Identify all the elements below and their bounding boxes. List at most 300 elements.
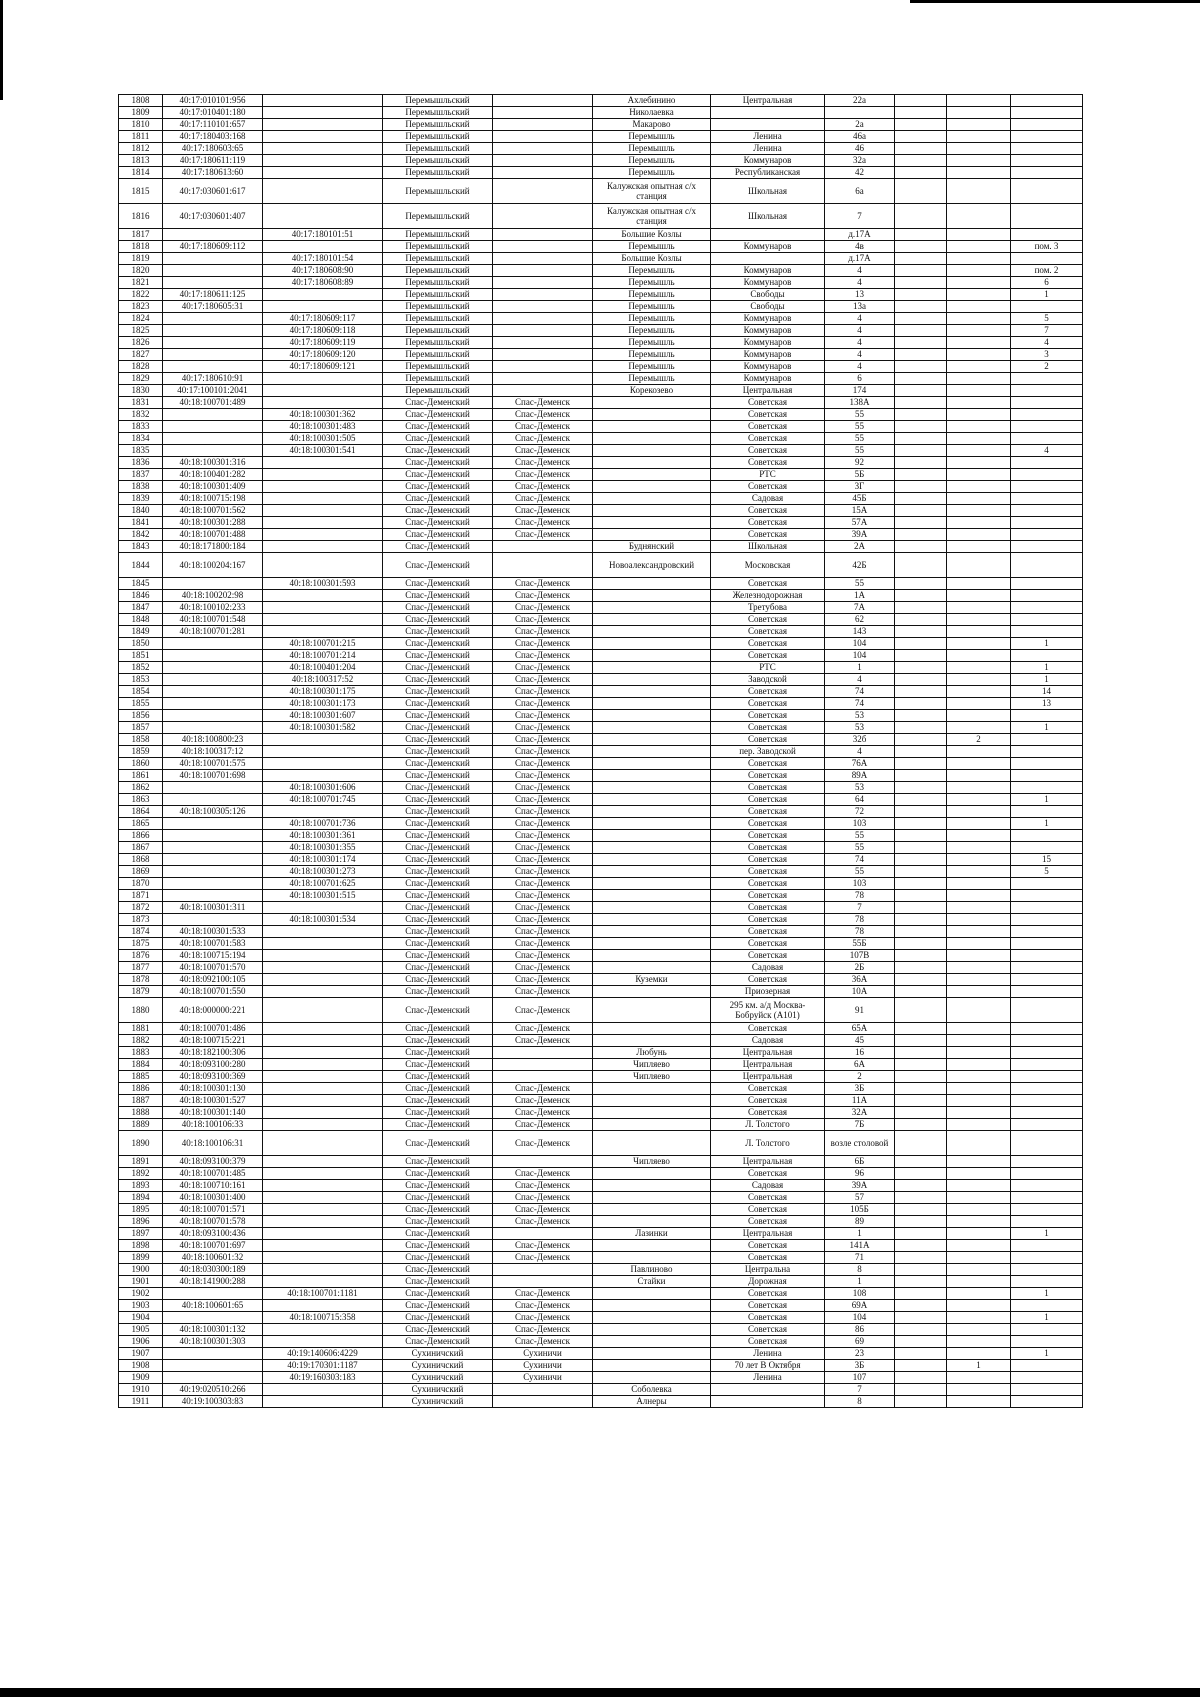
extra-col-a [895,998,947,1023]
extra-col-a [895,204,947,229]
cadastral-number-building: 40:18:100301:515 [263,890,383,902]
extra-col-a [895,1396,947,1408]
street: Советская [711,914,825,926]
extra-col-a [895,614,947,626]
town: Спас-Деменск [493,1252,593,1264]
extra-col-b [947,794,1011,806]
table-row [119,998,1083,1023]
district: Спас-Деменский [383,1276,493,1288]
cadastral-number-building [263,1324,383,1336]
cadastral-number-building [263,143,383,155]
town: Спас-Деменск [493,1192,593,1204]
extra-col-b [947,1252,1011,1264]
house-number: 4 [825,277,895,289]
town [493,265,593,277]
extra-col-b [947,1276,1011,1288]
street: Советская [711,722,825,734]
extra-col-b [947,1156,1011,1168]
extra-col-b [947,265,1011,277]
house-number: 76А [825,758,895,770]
extra-col-c [1011,1324,1083,1336]
cadastral-number-building: 40:18:100701:625 [263,878,383,890]
cadastral-number-building: 40:18:100301:582 [263,722,383,734]
district: Спас-Деменский [383,818,493,830]
settlement [593,517,711,529]
settlement [593,638,711,650]
cadastral-number-building [263,155,383,167]
table-row [119,746,1083,758]
extra-col-a [895,1276,947,1288]
extra-col-c [1011,1192,1083,1204]
district: Спас-Деменский [383,746,493,758]
extra-col-a [895,590,947,602]
settlement: Николаевка [593,107,711,119]
street: Центральная [711,1059,825,1071]
cadastral-number-land: 40:18:100202:98 [163,590,263,602]
row-number: 1890 [119,1131,163,1156]
house-number: 6а [825,179,895,204]
extra-col-a [895,1119,947,1131]
district: Спас-Деменский [383,590,493,602]
table-row [119,241,1083,253]
district: Спас-Деменский [383,866,493,878]
cadastral-number-building [263,1384,383,1396]
cadastral-number-land: 40:18:100701:281 [163,626,263,638]
table-row [119,493,1083,505]
extra-col-c [1011,541,1083,553]
extra-col-a [895,349,947,361]
cadastral-number-building [263,938,383,950]
table-row [119,277,1083,289]
extra-col-c [1011,493,1083,505]
settlement [593,746,711,758]
street: Советская [711,866,825,878]
district: Сухиничский [383,1372,493,1384]
extra-col-a [895,1348,947,1360]
extra-col-c: 1 [1011,1288,1083,1300]
district: Перемышльский [383,337,493,349]
cadastral-number-building [263,385,383,397]
district: Спас-Деменский [383,1312,493,1324]
street: Советская [711,1083,825,1095]
extra-col-b [947,301,1011,313]
street [711,119,825,131]
town: Спас-Деменск [493,505,593,517]
settlement [593,469,711,481]
town [493,1071,593,1083]
row-number: 1834 [119,433,163,445]
extra-col-b [947,517,1011,529]
row-number: 1902 [119,1288,163,1300]
district: Спас-Деменский [383,674,493,686]
town [493,107,593,119]
district: Перемышльский [383,349,493,361]
street: Центральна [711,1264,825,1276]
settlement: Чипляево [593,1156,711,1168]
cadastral-number-land: 40:18:100102:233 [163,602,263,614]
row-number: 1838 [119,481,163,493]
extra-col-b [947,1384,1011,1396]
row-number: 1860 [119,758,163,770]
street: Советская [711,818,825,830]
settlement [593,950,711,962]
district: Спас-Деменский [383,710,493,722]
town: Спас-Деменск [493,974,593,986]
house-number: 7 [825,1384,895,1396]
table-row [119,505,1083,517]
row-number: 1820 [119,265,163,277]
town [493,229,593,241]
town: Спас-Деменск [493,1119,593,1131]
cadastral-number-building: 40:17:180609:120 [263,349,383,361]
street: Советская [711,1192,825,1204]
street: Школьная [711,179,825,204]
extra-col-c: 6 [1011,277,1083,289]
extra-col-a [895,902,947,914]
extra-col-c [1011,770,1083,782]
town [493,361,593,373]
extra-col-b [947,1023,1011,1035]
house-number: возле столовой [825,1131,895,1156]
scan-edge-bottom [0,1688,1200,1697]
extra-col-a [895,541,947,553]
cadastral-number-building [263,1192,383,1204]
cadastral-number-land: 40:18:100701:570 [163,962,263,974]
house-number: 53 [825,722,895,734]
settlement: Корекозево [593,385,711,397]
table-row [119,914,1083,926]
extra-col-c [1011,505,1083,517]
extra-col-b [947,1071,1011,1083]
town: Спас-Деменск [493,662,593,674]
extra-col-b [947,626,1011,638]
extra-col-c [1011,1168,1083,1180]
extra-col-a [895,517,947,529]
settlement [593,505,711,517]
extra-col-c [1011,433,1083,445]
extra-col-a [895,890,947,902]
extra-col-a [895,1059,947,1071]
district: Спас-Деменский [383,1324,493,1336]
district: Перемышльский [383,131,493,143]
settlement [593,1216,711,1228]
extra-col-c: 14 [1011,686,1083,698]
row-number: 1833 [119,421,163,433]
extra-col-c [1011,1035,1083,1047]
table-row [119,626,1083,638]
street: Советская [711,433,825,445]
extra-col-a [895,131,947,143]
town: Спас-Деменск [493,890,593,902]
extra-col-c [1011,1083,1083,1095]
table-row [119,313,1083,325]
cadastral-number-building: 40:17:180609:121 [263,361,383,373]
cadastral-number-building: 40:18:100301:541 [263,445,383,457]
extra-col-b [947,409,1011,421]
extra-col-c [1011,1204,1083,1216]
row-number: 1853 [119,674,163,686]
extra-col-b [947,590,1011,602]
row-number: 1872 [119,902,163,914]
cadastral-number-building [263,119,383,131]
town: Спас-Деменск [493,1131,593,1156]
extra-col-a [895,710,947,722]
extra-col-a [895,337,947,349]
town: Спас-Деменск [493,722,593,734]
house-number: 108 [825,1288,895,1300]
cadastral-number-building [263,1168,383,1180]
table-row [119,179,1083,204]
cadastral-number-building [263,397,383,409]
row-number: 1813 [119,155,163,167]
district: Перемышльский [383,385,493,397]
house-number: 16 [825,1047,895,1059]
row-number: 1887 [119,1095,163,1107]
extra-col-c [1011,143,1083,155]
extra-col-c [1011,734,1083,746]
table-row [119,155,1083,167]
settlement [593,397,711,409]
extra-col-a [895,1360,947,1372]
cadastral-number-building [263,481,383,493]
table-row [119,1372,1083,1384]
table-row [119,1035,1083,1047]
extra-col-c: 1 [1011,1312,1083,1324]
row-number: 1852 [119,662,163,674]
extra-col-c: 3 [1011,349,1083,361]
table-row [119,1300,1083,1312]
extra-col-c [1011,626,1083,638]
settlement [593,421,711,433]
extra-col-c [1011,1252,1083,1264]
street: Советская [711,1216,825,1228]
settlement [593,686,711,698]
row-number: 1898 [119,1240,163,1252]
settlement [593,986,711,998]
extra-col-a [895,1384,947,1396]
settlement [593,902,711,914]
extra-col-a [895,505,947,517]
cadastral-number-land: 40:17:180611:119 [163,155,263,167]
cadastral-number-building [263,541,383,553]
house-number: 55Б [825,938,895,950]
cadastral-number-land: 40:19:100303:83 [163,1396,263,1408]
settlement [593,1192,711,1204]
settlement [593,662,711,674]
house-number: 2а [825,119,895,131]
settlement [593,433,711,445]
house-number: 7 [825,902,895,914]
house-number: 92 [825,457,895,469]
settlement [593,1035,711,1047]
town: Спас-Деменск [493,842,593,854]
registry-table [118,94,1083,1408]
extra-col-c [1011,204,1083,229]
extra-col-b [947,938,1011,950]
house-number: 71 [825,1252,895,1264]
house-number: 2 [825,1071,895,1083]
row-number: 1904 [119,1312,163,1324]
settlement: Перемышль [593,155,711,167]
district: Спас-Деменский [383,842,493,854]
town: Спас-Деменск [493,493,593,505]
table-row [119,1312,1083,1324]
extra-col-c [1011,373,1083,385]
extra-col-a [895,1228,947,1240]
extra-col-a [895,1107,947,1119]
row-number: 1830 [119,385,163,397]
extra-col-a [895,722,947,734]
town: Спас-Деменск [493,638,593,650]
settlement [593,698,711,710]
table-row [119,253,1083,265]
extra-col-b [947,541,1011,553]
extra-col-c: 13 [1011,698,1083,710]
street: Советская [711,770,825,782]
cadastral-number-building: 40:18:100301:483 [263,421,383,433]
cadastral-number-building [263,902,383,914]
street: Коммунаров [711,265,825,277]
district: Спас-Деменский [383,1300,493,1312]
house-number: 57А [825,517,895,529]
district: Перемышльский [383,301,493,313]
table-row [119,397,1083,409]
table-row [119,289,1083,301]
cadastral-number-building [263,746,383,758]
cadastral-number-land: 40:18:000000:221 [163,998,263,1023]
cadastral-number-building: 40:18:100301:273 [263,866,383,878]
district: Спас-Деменский [383,782,493,794]
district: Перемышльский [383,373,493,385]
cadastral-number-land: 40:17:180611:125 [163,289,263,301]
district: Спас-Деменский [383,1119,493,1131]
extra-col-b [947,1180,1011,1192]
district: Спас-Деменский [383,854,493,866]
settlement [593,734,711,746]
cadastral-number-building: 40:18:100715:358 [263,1312,383,1324]
house-number: 4 [825,313,895,325]
town [493,325,593,337]
table-row [119,806,1083,818]
cadastral-number-land: 40:18:100701:550 [163,986,263,998]
town: Спас-Деменск [493,578,593,590]
settlement [593,878,711,890]
extra-col-a [895,1324,947,1336]
district: Спас-Деменский [383,962,493,974]
town [493,301,593,313]
row-number: 1884 [119,1059,163,1071]
settlement [593,830,711,842]
cadastral-number-building [263,974,383,986]
scan-edge-top [910,0,1200,3]
table-row [119,1396,1083,1408]
extra-col-c [1011,1276,1083,1288]
row-number: 1832 [119,409,163,421]
row-number: 1894 [119,1192,163,1204]
table-row [119,1168,1083,1180]
cadastral-number-land: 40:18:100701:486 [163,1023,263,1035]
extra-col-a [895,529,947,541]
cadastral-number-building [263,301,383,313]
district: Перемышльский [383,229,493,241]
cadastral-number-building [263,590,383,602]
cadastral-number-building [263,1059,383,1071]
town [493,349,593,361]
town: Сухиничи [493,1372,593,1384]
table-row [119,204,1083,229]
settlement: Перемышль [593,337,711,349]
table-row [119,782,1083,794]
town: Спас-Деменск [493,698,593,710]
extra-col-b [947,119,1011,131]
house-number: 74 [825,686,895,698]
street: РТС [711,469,825,481]
extra-col-a [895,1083,947,1095]
extra-col-c [1011,986,1083,998]
settlement [593,1336,711,1348]
street: Московская [711,553,825,578]
cadastral-number-building [263,1300,383,1312]
cadastral-number-building: 40:19:140606:4229 [263,1348,383,1360]
row-number: 1889 [119,1119,163,1131]
row-number: 1845 [119,578,163,590]
cadastral-number-building [263,1071,383,1083]
cadastral-number-land: 40:18:100710:161 [163,1180,263,1192]
district: Спас-Деменский [383,794,493,806]
cadastral-number-land: 40:18:100800:23 [163,734,263,746]
extra-col-c [1011,1047,1083,1059]
house-number: 2А [825,541,895,553]
row-number: 1850 [119,638,163,650]
extra-col-a [895,409,947,421]
town: Спас-Деменск [493,1324,593,1336]
town [493,1156,593,1168]
street: Советская [711,854,825,866]
row-number: 1828 [119,361,163,373]
cadastral-number-land [163,818,263,830]
table-row [119,1071,1083,1083]
district: Спас-Деменский [383,926,493,938]
extra-col-c [1011,155,1083,167]
extra-col-a [895,1300,947,1312]
town [493,1396,593,1408]
cadastral-number-building: 40:18:100401:204 [263,662,383,674]
house-number: 3Г [825,481,895,493]
extra-col-a [895,734,947,746]
table-row [119,229,1083,241]
street: Советская [711,1168,825,1180]
extra-col-c [1011,167,1083,179]
extra-col-a [895,469,947,481]
table-row [119,1288,1083,1300]
cadastral-number-land [163,1360,263,1372]
district: Спас-Деменский [383,505,493,517]
row-number: 1812 [119,143,163,155]
cadastral-number-land: 40:18:171800:184 [163,541,263,553]
extra-col-c [1011,517,1083,529]
table-row [119,349,1083,361]
extra-col-c: 2 [1011,361,1083,373]
street [711,1396,825,1408]
extra-col-a [895,1071,947,1083]
town: Спас-Деменск [493,686,593,698]
extra-col-b [947,349,1011,361]
table-row [119,337,1083,349]
street: Л. Толстого [711,1119,825,1131]
house-number: 7Б [825,1119,895,1131]
cadastral-number-building [263,1023,383,1035]
house-number: 1А [825,590,895,602]
